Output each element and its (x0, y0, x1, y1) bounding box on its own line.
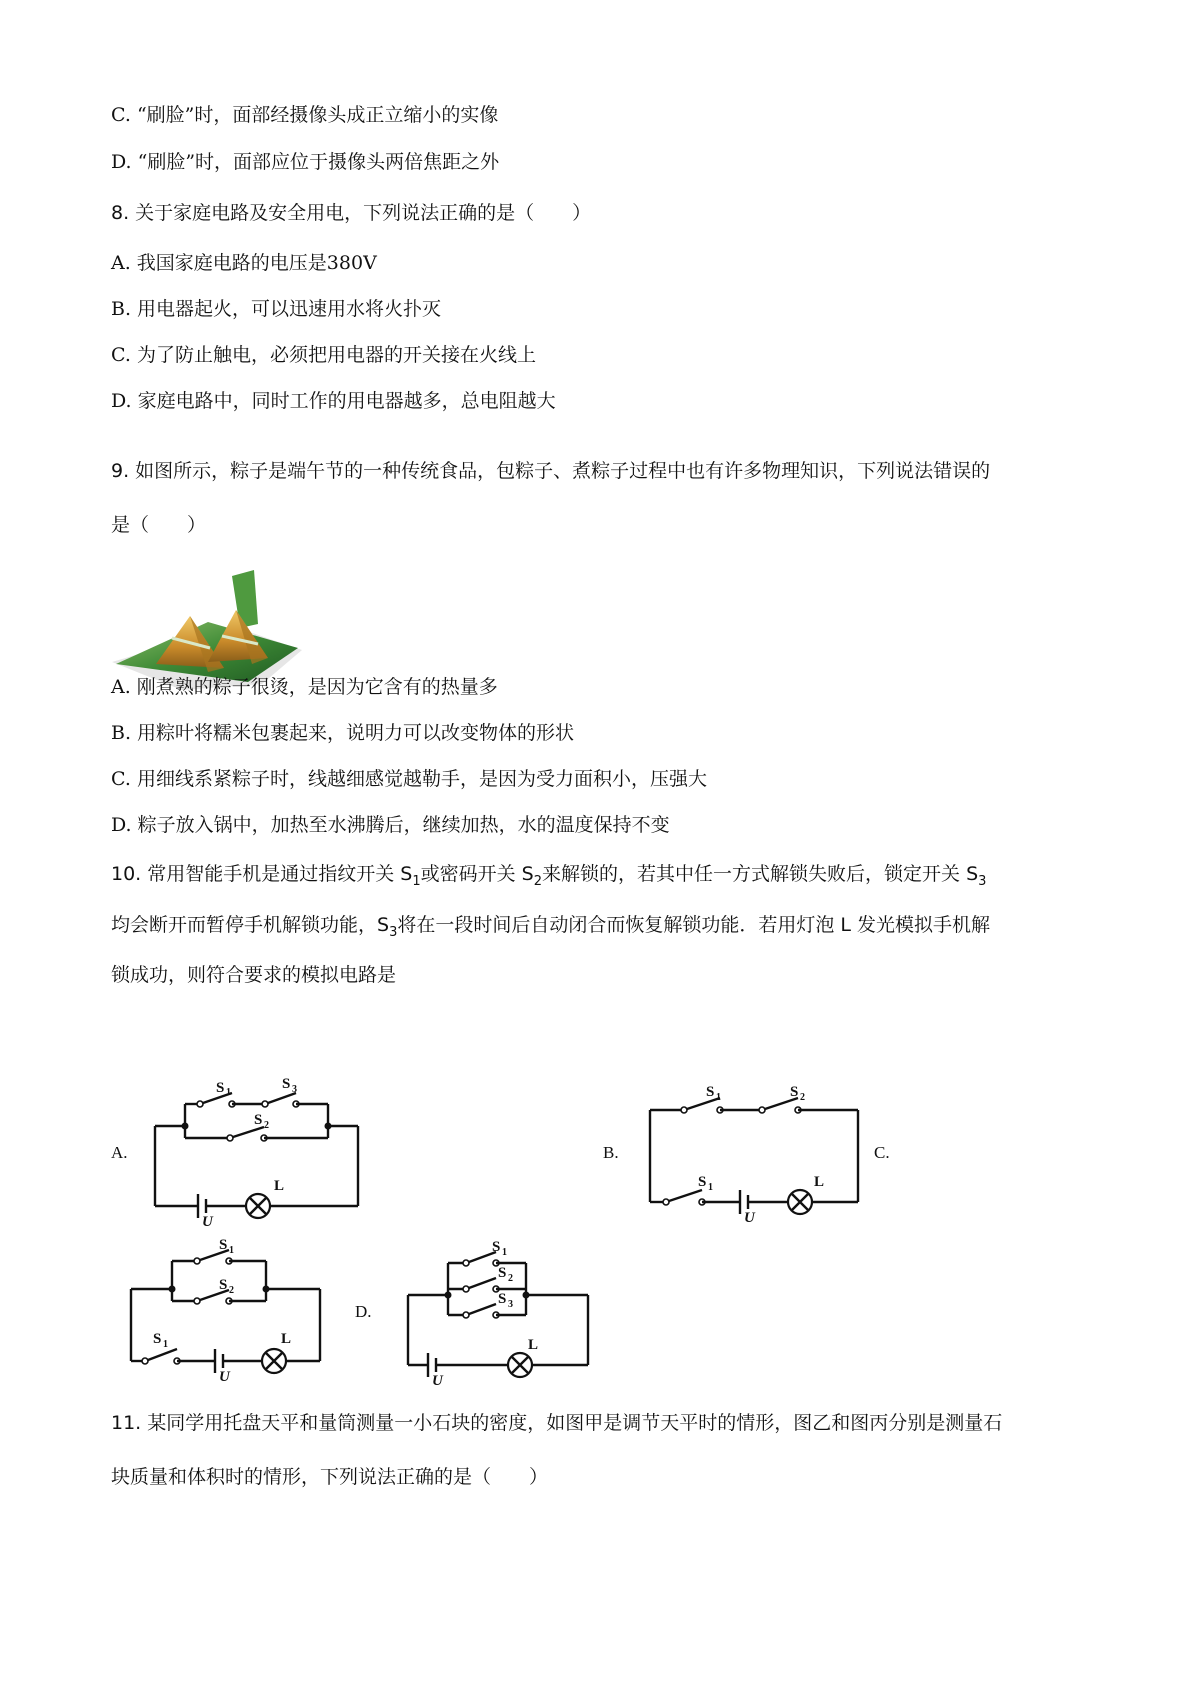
circuit-b-s3-label: S (698, 1174, 707, 1190)
q10-stem-line3: 锁成功，则符合要求的模拟电路是 (111, 964, 397, 986)
q10-sub-s2: 2 (533, 873, 543, 889)
circuit-d-s1-label: S (492, 1239, 501, 1255)
circuit-c-s3-sub: 1 (163, 1339, 168, 1350)
q8-stem: 8. 关于家庭电路及安全用电，下列说法正确的是（ ） (111, 202, 592, 224)
q8-option-b: B. 用电器起火，可以迅速用水将火扑灭 (111, 298, 442, 320)
q10-text-2a: 均会断开而暂停手机解锁功能，S (111, 914, 390, 936)
circuit-a-s2-label: S (254, 1112, 263, 1128)
circuit-c (115, 1237, 335, 1385)
q10-sub-s1: 1 (412, 873, 421, 889)
circuit-d-s2-label: S (498, 1265, 507, 1281)
circuit-d-s3-sub: 3 (508, 1299, 513, 1310)
q8-option-d: D. 家庭电路中，同时工作的用电器越多，总电阻越大 (111, 390, 556, 412)
circuit-d (398, 1237, 598, 1389)
circuit-a-volt-label: U (202, 1214, 213, 1230)
circuit-b-s1-label: S (706, 1084, 715, 1100)
circuit-b-s2-label: S (790, 1084, 799, 1100)
circuit-c-s2-label: S (219, 1277, 228, 1293)
q8-option-a: A. 我国家庭电路的电压是380V (111, 252, 377, 274)
q11-stem-line1: 11. 某同学用托盘天平和量筒测量一小石块的密度，如图甲是调节天平时的情形，图乙和图丙分别是测量石 (111, 1412, 1003, 1434)
q10-text-1b: 或密码开关 S (420, 863, 534, 885)
circuit-b-s3-sub: 1 (708, 1182, 713, 1193)
circuit-d-s2-sub: 2 (508, 1273, 513, 1284)
circuit-b (640, 1084, 870, 1226)
q9-option-d: D. 粽子放入锅中，加热至水沸腾后，继续加热，水的温度保持不变 (111, 814, 670, 836)
q10-stem-line1 (111, 862, 986, 894)
circuit-c-s2-sub: 2 (229, 1285, 234, 1296)
q10-option-d-label: D. (355, 1302, 372, 1321)
circuit-c-volt-label: U (219, 1369, 230, 1385)
circuit-d-lamp-label: L (528, 1337, 539, 1353)
circuit-d-s3-label: S (498, 1291, 507, 1307)
q10-text-1a: 10. 常用智能手机是通过指纹开关 S (111, 863, 413, 885)
q10-stem-line2 (111, 913, 990, 945)
circuit-d-s1-sub: 1 (502, 1247, 507, 1258)
q9-option-a: A. 刚煮熟的粽子很烫，是因为它含有的热量多 (111, 676, 498, 698)
q7-option-c: C. “刷脸”时，面部经摄像头成正立缩小的实像 (111, 104, 499, 126)
circuit-c-s1-sub: 1 (229, 1245, 234, 1256)
circuit-a-s2-sub: 2 (264, 1120, 269, 1131)
q10-option-a-label: A. (111, 1143, 128, 1162)
circuit-a-s3-label: S (282, 1076, 291, 1092)
circuit-b-volt-label: U (744, 1210, 755, 1226)
circuit-c-lamp-label: L (281, 1331, 292, 1347)
q10-option-b-label: B. (603, 1143, 619, 1162)
circuit-a (140, 1076, 370, 1230)
circuit-a-s1-label: S (216, 1080, 225, 1096)
circuit-b-s1-sub: 1 (716, 1092, 721, 1103)
q10-sub-s3: 3 (978, 873, 987, 889)
circuit-b-s2-sub: 2 (800, 1092, 805, 1103)
q10-sub-s3b: 3 (389, 924, 398, 940)
q9-option-b: B. 用粽叶将糯米包裹起来，说明力可以改变物体的形状 (111, 722, 575, 744)
circuit-b-lamp-label: L (814, 1174, 825, 1190)
q8-option-c: C. 为了防止触电，必须把用电器的开关接在火线上 (111, 344, 536, 366)
circuit-a-lamp-label: L (274, 1178, 285, 1194)
q7-option-d: D. “刷脸”时，面部应位于摄像头两倍焦距之外 (111, 151, 500, 173)
circuit-a-s3-sub: 3 (292, 1084, 297, 1095)
q10-option-c-label: C. (874, 1143, 890, 1162)
q9-stem-line2: 是（ ） (111, 514, 207, 536)
q11-stem-line2: 块质量和体积时的情形，下列说法正确的是（ ） (111, 1466, 549, 1488)
circuit-a-s1-sub: 1 (226, 1087, 231, 1098)
q9-stem-line1: 9. 如图所示，粽子是端午节的一种传统食品，包粽子、煮粽子过程中也有许多物理知识，下列说法错误的 (111, 460, 991, 482)
q9-option-c: C. 用细线系紧粽子时，线越细感觉越勒手，是因为受力面积小，压强大 (111, 768, 707, 790)
q10-text-1c: 来解锁的，若其中任一方式解锁失败后，锁定开关 S (542, 863, 979, 885)
circuit-d-volt-label: U (432, 1373, 443, 1389)
circuit-c-s3-label: S (153, 1331, 162, 1347)
q10-text-2b: 将在一段时间后自动闭合而恢复解锁功能．若用灯泡 L 发光模拟手机解 (397, 914, 991, 936)
circuit-c-s1-label: S (219, 1237, 228, 1253)
